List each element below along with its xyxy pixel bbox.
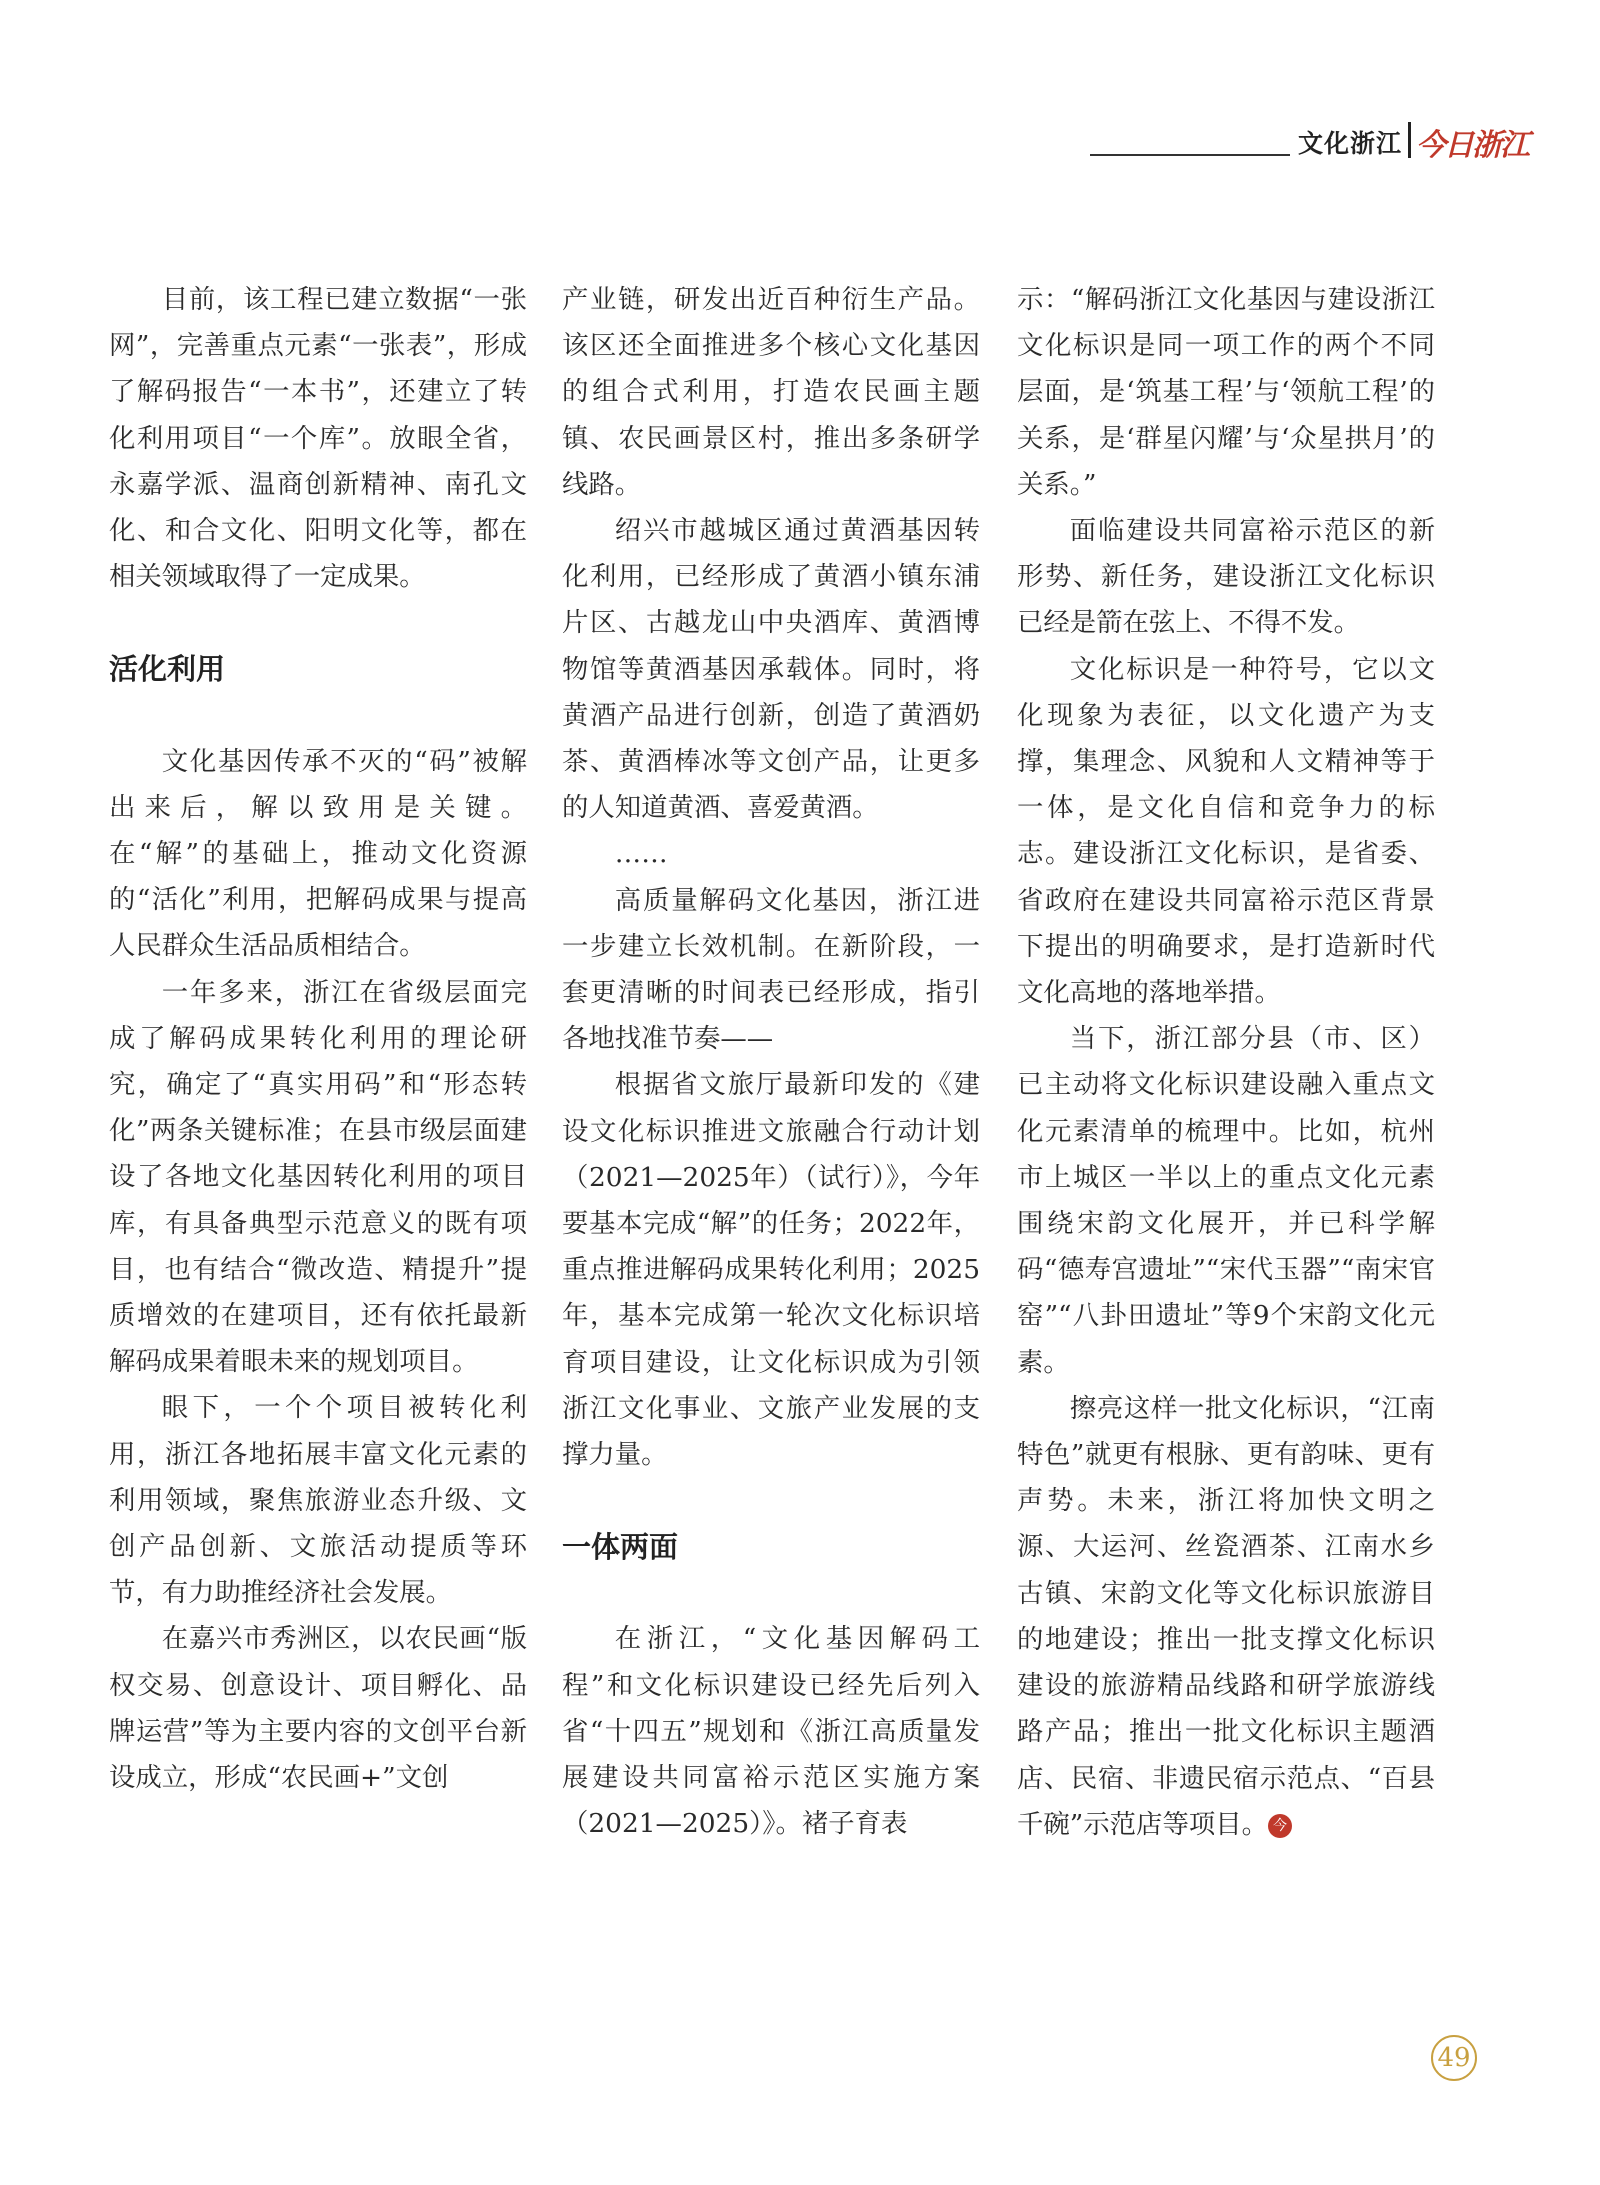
column-2 xyxy=(562,277,980,1848)
paragraph: 产业链，研发出近百种衍生产品。该区还全面推进多个核心文化基因的组合式利用，打造农民画主题镇、农民画景区村，推出多条研学线路。 xyxy=(562,284,980,500)
paragraph-final xyxy=(1017,1386,1435,1848)
column-1 xyxy=(109,277,527,1801)
paragraph: 示：“解码浙江文化基因与建设浙江文化标识是同一项工作的两个不同层面，是‘筑基工程’与‘领航工程’的关系，是‘群星闪耀’与‘众星拱月’的关系。” xyxy=(1017,284,1435,500)
paragraph: 一年多来，浙江在省级层面完成了解码成果转化利用的理论研究，确定了“真实用码”和“形态转化”两条关键标准；在县市级层面建设了各地文化基因转化利用的项目库，有具备典型示范意义的既有项目，也有结合“微改造、精提升”提质增效的在建项目，还有依托最新解码成果着眼未来的规划项目。 xyxy=(109,976,527,1378)
header-section-title: 文化浙江 xyxy=(1298,129,1403,158)
paragraph: 面临建设共同富裕示范区的新形势、新任务，建设浙江文化标识已经是箭在弦上、不得不发。 xyxy=(1017,515,1435,639)
paragraph-text: 擦亮这样一批文化标识，“江南特色”就更有根脉、更有韵味、更有声势。未来，浙江将加快文明之源、大运河、丝瓷酒茶、江南水乡古镇、宋韵文化等文化标识旅游目的地建设；推出一批支撑文化标识建设的旅游精品线路和研学旅游线路产品；推出一批文化标识主题酒店、民宿、非遗民宿示范点、“百县千碗”示范店等项目。 xyxy=(1017,1392,1435,1840)
header-rule xyxy=(1090,154,1290,156)
page-number: 49 xyxy=(1431,2035,1477,2081)
magazine-logo: 今日浙江 xyxy=(1416,128,1528,163)
paragraph: 高质量解码文化基因，浙江进一步建立长效机制。在新阶段，一套更清晰的时间表已经形成，指引各地找准节奏—— xyxy=(562,884,980,1055)
end-mark-icon: 今 xyxy=(1268,1814,1292,1838)
paragraph: 当下，浙江部分县（市、区）已主动将文化标识建设融入重点文化元素清单的梳理中。比如，杭州市上城区一半以上的重点文化元素围绕宋韵文化展开，并已科学解码“德寿宫遗址”“宋代玉器”“南宋官窑”“八卦田遗址”等9个宋韵文化元素。 xyxy=(1017,1023,1435,1378)
paragraph: 绍兴市越城区通过黄酒基因转化利用，已经形成了黄酒小镇东浦片区、古越龙山中央酒库、黄酒博物馆等黄酒基因承载体。同时，将黄酒产品进行创新，创造了黄酒奶茶、黄酒棒冰等文创产品，让更多的人知道黄酒、喜爱黄酒。 xyxy=(562,515,980,824)
paragraph: 在嘉兴市秀洲区，以农民画“版权交易、创意设计、项目孵化、品牌运营”等为主要内容的文创平台新设成立，形成“农民画+”文创 xyxy=(109,1623,527,1794)
header-divider xyxy=(1408,122,1411,158)
section-heading-activation: 活化利用 xyxy=(109,652,226,687)
paragraph: 目前，该工程已建立数据“一张网”，完善重点元素“一张表”，形成了解码报告“一本书”，还建立了转化利用项目“一个库”。放眼全省，永嘉学派、温商创新精神、南孔文化、和合文化、阳明文化等，都在相关领域取得了一定成果。 xyxy=(109,284,527,593)
ellipsis: …… xyxy=(614,838,668,870)
paragraph: 文化标识是一种符号，它以文化现象为表征，以文化遗产为支撑，集理念、风貌和人文精神等于一体，是文化自信和竞争力的标志。建设浙江文化标识，是省委、省政府在建设共同富裕示范区背景下提出的明确要求，是打造新时代文化高地的落地举措。 xyxy=(1017,653,1435,1009)
paragraph: 在浙江，“文化基因解码工程”和文化标识建设已经先后列入省“十四五”规划和《浙江高质量发展建设共同富裕示范区实施方案（2021—2025）》。褚子育表 xyxy=(562,1623,980,1840)
paragraph: 眼下，一个个项目被转化利用，浙江各地拓展丰富文化元素的利用领域，聚焦旅游业态升级、文创产品创新、文旅活动提质等环节，有力助推经济社会发展。 xyxy=(109,1392,527,1609)
section-heading-two-sides: 一体两面 xyxy=(562,1530,679,1565)
page-header xyxy=(1090,120,1528,164)
paragraph: 文化基因传承不灭的“码”被解出来后，解以致用是关键。在“解”的基础上，推动文化资源的“活化”利用，把解码成果与提高人民群众生活品质相结合。 xyxy=(109,745,527,962)
paragraph: 根据省文旅厅最新印发的《建设文化标识推进文旅融合行动计划（2021—2025年）（试行）》，今年要基本完成“解”的任务；2022年，重点推进解码成果转化利用；2025年，基本完成第一轮次文化标识培育项目建设，让文化标识成为引领浙江文化事业、文旅产业发展的支撑力量。 xyxy=(562,1069,980,1471)
column-3 xyxy=(1017,277,1435,1848)
